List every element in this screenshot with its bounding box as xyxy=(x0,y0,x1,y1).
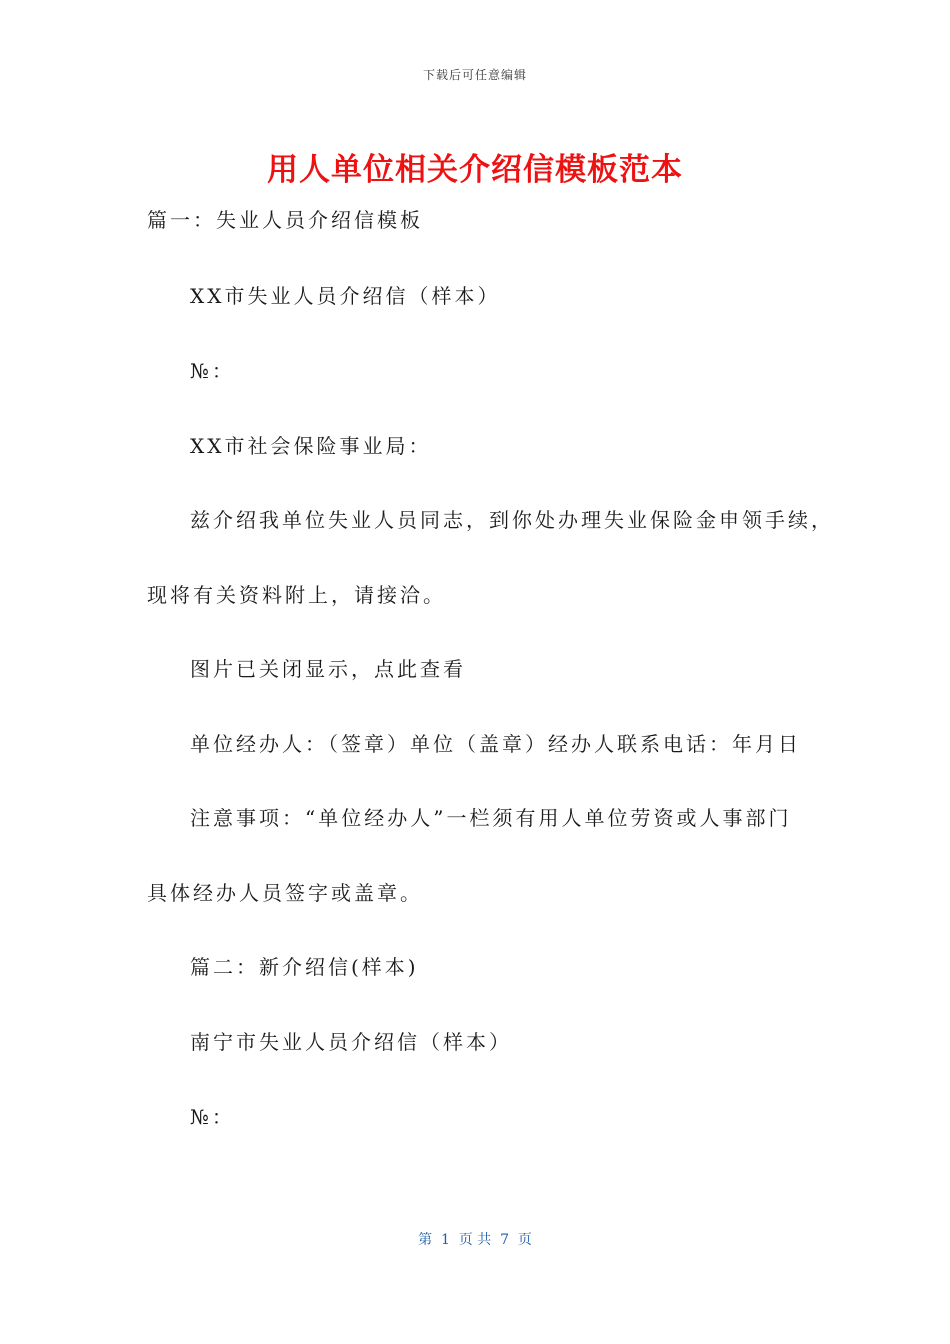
letter-title-1: XX市失业人员介绍信（样本） xyxy=(190,284,501,308)
letter-number-2: №： xyxy=(190,1105,235,1129)
body-paragraph-line-2: 现将有关资料附上，请接洽。 xyxy=(147,583,446,607)
section-heading-2: 篇二：新介绍信(样本) xyxy=(190,955,419,979)
header-note: 下载后可任意编辑 xyxy=(422,68,527,82)
letter-number-1: №： xyxy=(190,359,235,383)
letter-title-2: 南宁市失业人员介绍信（样本） xyxy=(190,1030,512,1054)
recipient-line: XX市社会保险事业局： xyxy=(190,434,432,458)
notes-line-2: 具体经办人员签字或盖章。 xyxy=(147,881,423,905)
image-placeholder-link[interactable]: 图片已关闭显示，点此查看 xyxy=(190,657,466,681)
signature-line: 单位经办人：（签章）单位（盖章）经办人联系电话：年月日 xyxy=(190,732,801,756)
document-title: 用人单位相关介绍信模板范本 xyxy=(267,152,683,188)
page-footer: 第 1 页 共 7 页 xyxy=(418,1232,532,1248)
section-heading-1: 篇一：失业人员介绍信模板 xyxy=(147,208,423,232)
notes-line-1: 注意事项：“单位经办人”一栏须有用人单位劳资或人事部门 xyxy=(190,806,792,830)
body-paragraph-line-1: 兹介绍我单位失业人员同志，到你处办理失业保险金申领手续， xyxy=(190,508,834,532)
